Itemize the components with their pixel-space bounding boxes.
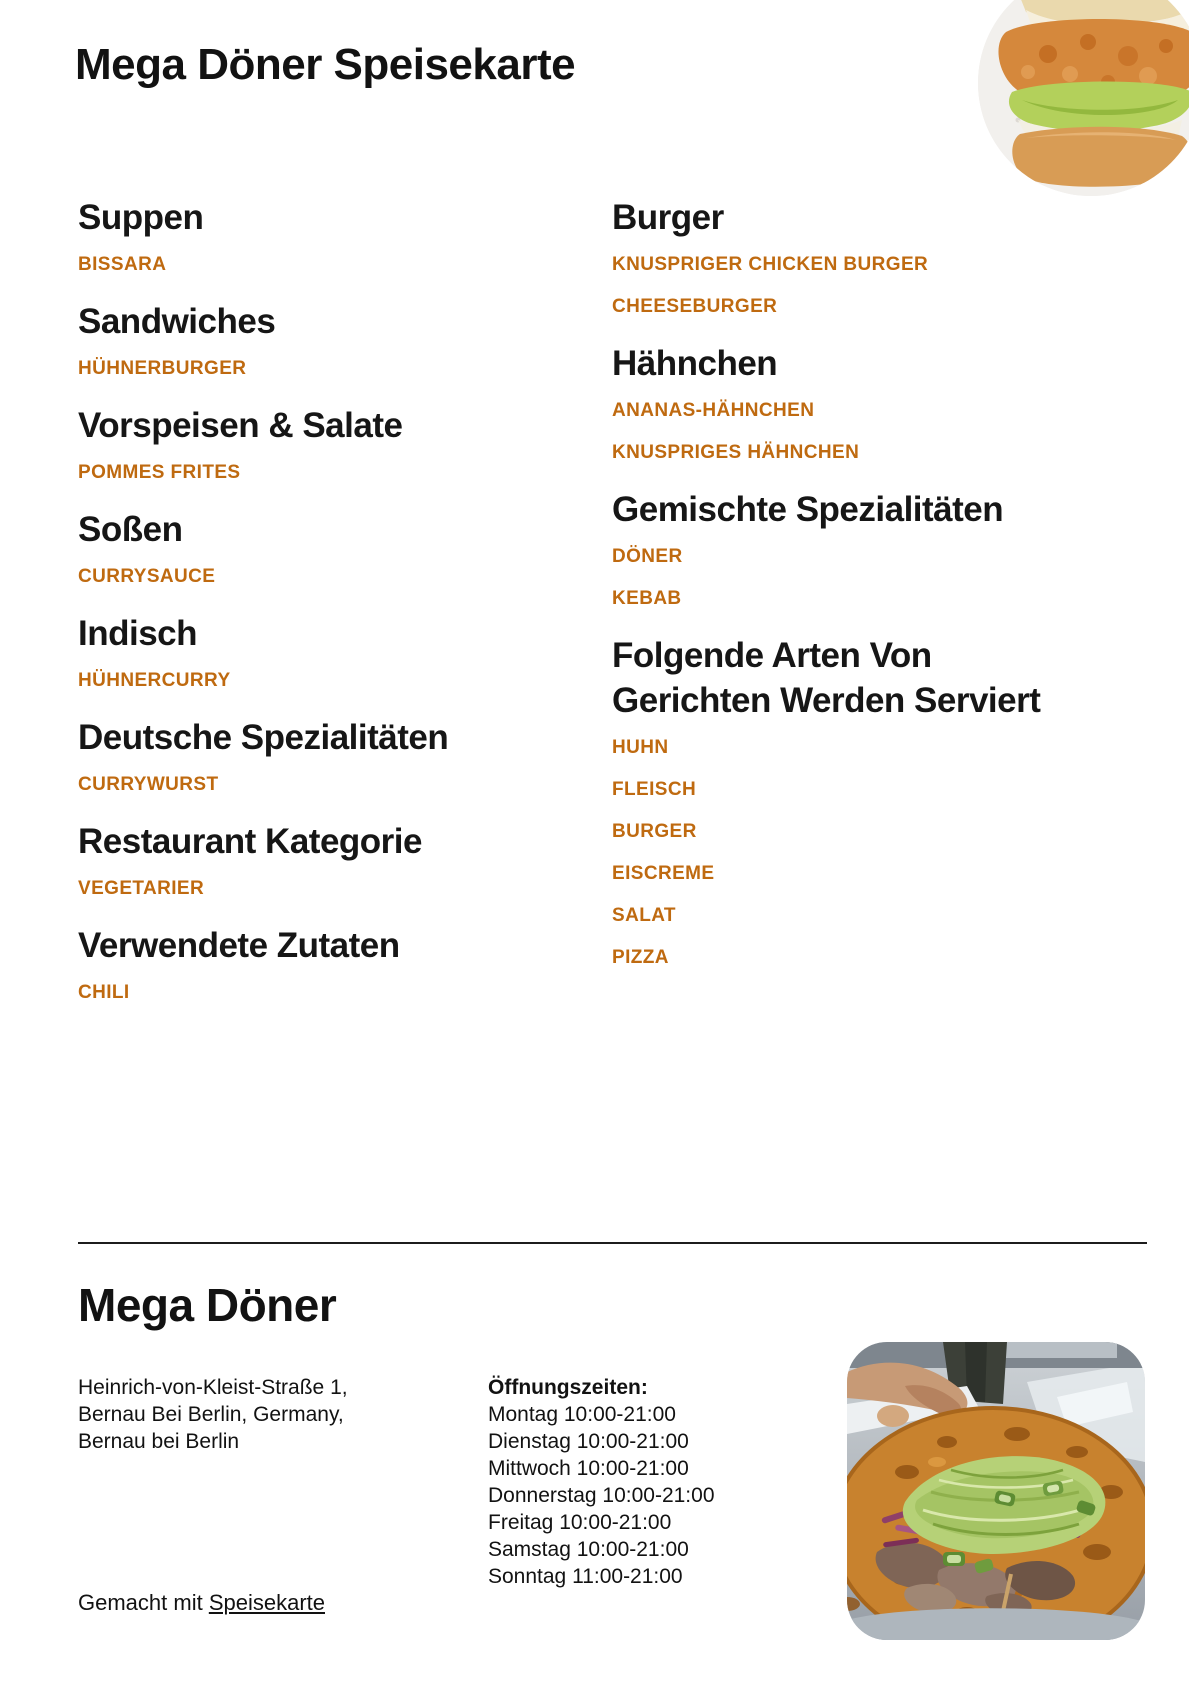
section-heading: Gemischte Spezialitäten xyxy=(612,490,1004,529)
doner-flatbread-photo xyxy=(847,1342,1145,1640)
hours-line: Donnerstag 10:00-21:00 xyxy=(488,1484,715,1507)
menu-section xyxy=(78,299,558,380)
hours-line: Freitag 10:00-21:00 xyxy=(488,1511,672,1534)
menu-item[interactable]: HÜHNERCURRY xyxy=(78,670,231,691)
section-heading: Hähnchen xyxy=(612,344,778,383)
menu-item[interactable]: POMMES FRITES xyxy=(78,462,241,483)
menu-item[interactable]: HÜHNERBURGER xyxy=(78,358,247,379)
chicken-burger-illustration xyxy=(978,0,1189,196)
section-heading: Sandwiches xyxy=(78,302,276,341)
section-heading: Suppen xyxy=(78,198,204,237)
menu-section xyxy=(612,487,1052,610)
section-heading: Indisch xyxy=(78,614,198,653)
menu-section xyxy=(78,403,558,484)
menu-item[interactable]: HUHN xyxy=(612,737,669,758)
menu-section xyxy=(612,341,1052,464)
made-with-text: Gemacht mit xyxy=(78,1590,209,1615)
menu-item[interactable]: KNUSPRIGER CHICKEN BURGER xyxy=(612,254,929,275)
hours-line: Sonntag 11:00-21:00 xyxy=(488,1565,683,1588)
opening-hours xyxy=(488,1374,715,1590)
menu-item[interactable]: DÖNER xyxy=(612,546,683,567)
section-heading: Soßen xyxy=(78,510,183,549)
menu-section xyxy=(78,195,558,276)
menu-item[interactable]: KNUSPRIGES HÄHNCHEN xyxy=(612,442,860,463)
menu-item[interactable]: CURRYSAUCE xyxy=(78,566,216,587)
section-heading: Burger xyxy=(612,198,724,237)
address-line: Bernau bei Berlin xyxy=(78,1430,240,1453)
section-heading: Folgende Arten Von Gerichten Werden Serviert xyxy=(612,636,1041,720)
menu-column-right xyxy=(612,195,1052,992)
menu-item[interactable]: CHEESEBURGER xyxy=(612,296,778,317)
opening-hours-label: Öffnungszeiten: xyxy=(488,1376,648,1399)
menu-item[interactable]: PIZZA xyxy=(612,947,669,968)
section-heading: Verwendete Zutaten xyxy=(78,926,400,965)
menu-column-left xyxy=(78,195,558,1027)
menu-item[interactable]: EISCREME xyxy=(612,863,715,884)
page-title: Mega Döner Speisekarte xyxy=(75,40,576,89)
menu-section xyxy=(612,195,1052,318)
hours-line: Mittwoch 10:00-21:00 xyxy=(488,1457,689,1480)
menu-section xyxy=(78,715,558,796)
speisekarte-link[interactable]: Speisekarte xyxy=(208,1590,325,1615)
chicken-burger-photo xyxy=(978,0,1189,196)
divider xyxy=(78,1242,1147,1244)
menu-item[interactable]: BISSARA xyxy=(78,254,167,275)
hours-line: Dienstag 10:00-21:00 xyxy=(488,1430,689,1453)
section-heading: Vorspeisen & Salate xyxy=(78,406,403,445)
menu-section xyxy=(612,633,1052,969)
made-with xyxy=(78,1590,325,1616)
menu-item[interactable]: SALAT xyxy=(612,905,676,926)
address xyxy=(78,1374,348,1455)
menu-section xyxy=(78,507,558,588)
menu-section xyxy=(78,611,558,692)
restaurant-name: Mega Döner xyxy=(78,1279,337,1331)
section-heading: Restaurant Kategorie xyxy=(78,822,422,861)
menu-item[interactable]: CURRYWURST xyxy=(78,774,219,795)
menu-section xyxy=(78,819,558,900)
menu-item[interactable]: KEBAB xyxy=(612,588,682,609)
address-line: Heinrich-von-Kleist-Straße 1, xyxy=(78,1376,348,1399)
menu-section xyxy=(78,923,558,1004)
doner-flatbread-illustration xyxy=(847,1342,1145,1640)
hours-line: Montag 10:00-21:00 xyxy=(488,1403,676,1426)
section-heading: Deutsche Spezialitäten xyxy=(78,718,449,757)
menu-item[interactable]: VEGETARIER xyxy=(78,878,205,899)
menu-item[interactable]: ANANAS-HÄHNCHEN xyxy=(612,400,815,421)
address-line: Bernau Bei Berlin, Germany, xyxy=(78,1403,344,1426)
menu-item[interactable]: FLEISCH xyxy=(612,779,697,800)
hours-line: Samstag 10:00-21:00 xyxy=(488,1538,689,1561)
menu-item[interactable]: CHILI xyxy=(78,982,130,1003)
menu-item[interactable]: BURGER xyxy=(612,821,697,842)
